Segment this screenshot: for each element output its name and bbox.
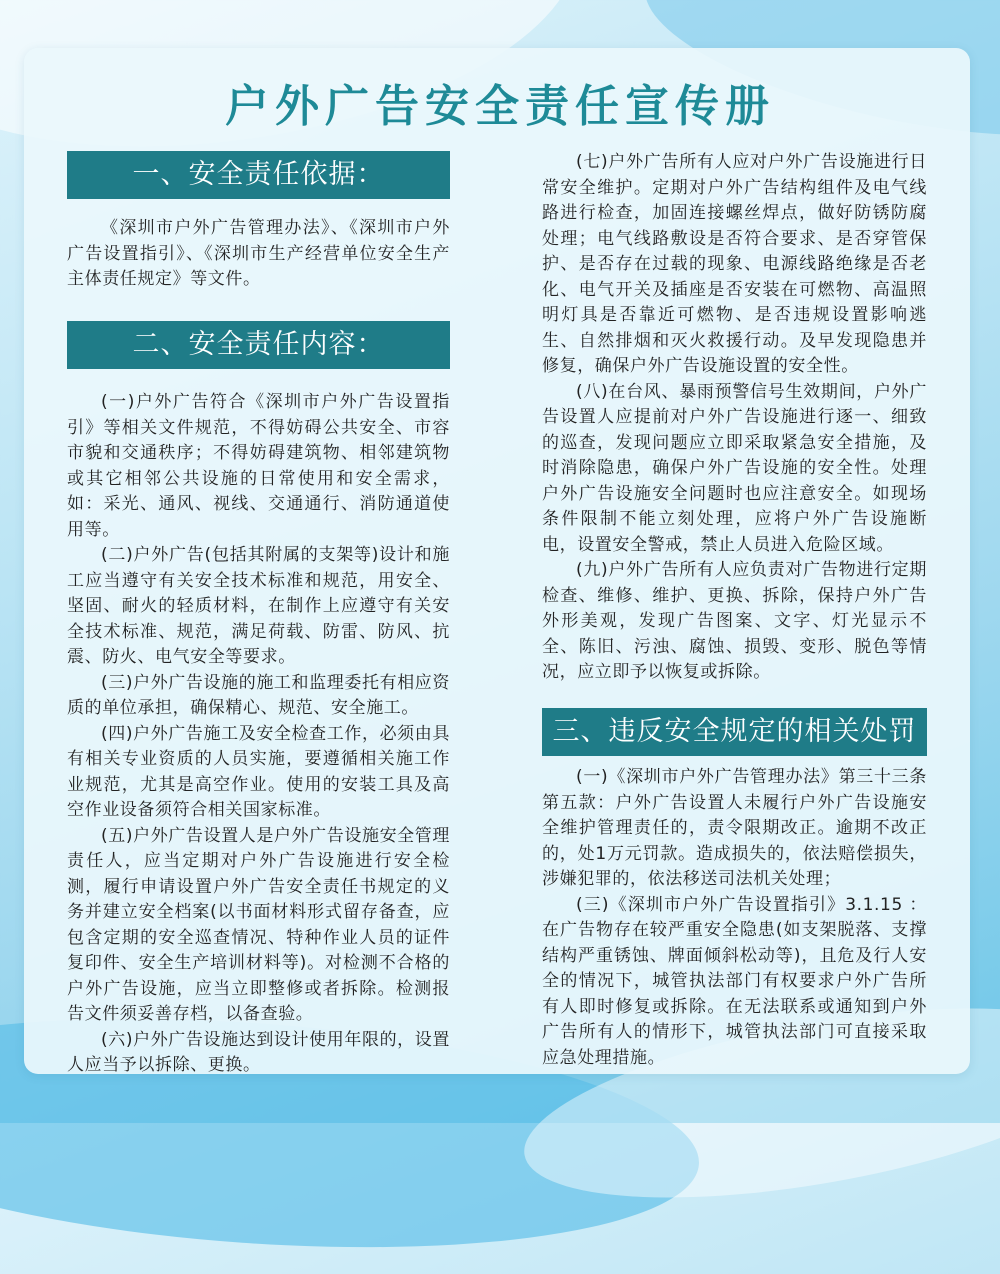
page-title: 户外广告安全责任宣传册	[225, 81, 775, 132]
list-item: (八)在台风、暴雨预警信号生效期间，户外广告设置人应提前对户外广告设施进行逐一、细致的巡查，发现问题应立即采取紧急安全措施，及时消除隐患，确保户外广告设施的安全性。处理户外广告设施安全问题时也应注意安全。如现场条件限制不能立刻处理，应将户外广告设施断电，设置安全警戒，禁止人员进入危险区域。	[542, 381, 927, 555]
list-item: (五)户外广告设置人是户外广告设施安全管理责任人，应当定期对户外广告设施进行安全检测，履行申请设置户外广告安全责任书规定的义务并建立安全档案(以书面材料形式留存备查，应包含定期的安全巡查情况、特种作业人员的证件复印件、安全生产培训材料等)。对检测不合格的户外广告设施，应当立即整修或者拆除。检测报告文件须妥善存档，以备查验。	[67, 825, 450, 1024]
section3-heading: 三、违反安全规定的相关处罚	[542, 708, 927, 756]
list-item: (一)《深圳市户外广告管理办法》第三十三条第五款：户外广告设置人未履行户外广告设施安全维护管理责任的，责令限期改正。逾期不改正的，处1万元罚款。造成损失的，依法赔偿损失，涉嫌犯罪的，依法移送司法机关处理；	[542, 767, 927, 889]
section2-list-left	[67, 390, 450, 1079]
list-item: (九)户外广告所有人应负责对广告物进行定期检查、维修、维护、更换、拆除，保持户外广告外形美观，发现广告图案、文字、灯光显示不全、陈旧、污浊、腐蚀、损毁、变形、脱色等情况，应立即予以恢复或拆除。	[542, 560, 927, 682]
section2-heading: 二、安全责任内容：	[67, 321, 450, 369]
list-item: (四)户外广告施工及安全检查工作，必须由具有相关专业资质的人员实施，要遵循相关施工作业规范，尤其是高空作业。使用的安装工具及高空作业设备须符合相关国家标准。	[67, 723, 450, 820]
section1-text: 《深圳市户外广告管理办法》、《深圳市户外广告设置指引》、《深圳市生产经营单位安全生产主体责任规定》等文件。	[67, 218, 450, 289]
list-item: (一)户外广告符合《深圳市户外广告设置指引》等相关文件规范，不得妨碍公共安全、市容市貌和交通秩序；不得妨碍建筑物、相邻建筑物或其它相邻公共设施的日常使用和安全需求，如：采光、通风、视线、交通通行、消防通道使用等。	[67, 392, 450, 540]
section1-heading: 一、安全责任依据：	[67, 151, 450, 199]
section2-list-right	[542, 150, 927, 686]
list-item: (七)户外广告所有人应对户外广告设施进行日常安全维护。定期对户外广告结构组件及电气线路进行检查，加固连接螺丝焊点，做好防锈防腐处理；电气线路敷设是否符合要求、是否穿管保护、是否存在过载的现象、电源线路绝缘是否老化、电气开关及插座是否安装在可燃物、高温照明灯具是否靠近可燃物、是否违规设置影响逃生、自然排烟和灭火救援行动。及早发现隐患并修复，确保户外广告设施设置的安全性。	[542, 152, 927, 376]
list-item: (六)户外广告设施达到设计使用年限的，设置人应当予以拆除、更换。	[67, 1029, 450, 1075]
section3-list	[542, 765, 927, 1071]
list-item: (三)户外广告设施的施工和监理委托有相应资质的单位承担，确保精心、规范、安全施工。	[67, 672, 450, 718]
list-item: (二)户外广告(包括其附属的支架等)设计和施工应当遵守有关安全技术标准和规范，用安全、坚固、耐火的轻质材料，在制作上应遵守有关安全技术标准、规范，满足荷载、防雷、防风、抗震、防火、电气安全等要求。	[67, 545, 450, 667]
list-item: (三)《深圳市户外广告设置指引》3.1.15 ：在广告物存在较严重安全隐患(如支架脱落、支撑结构严重锈蚀、牌面倾斜松动等)，且危及行人安全的情况下，城管执法部门有权要求户外广告所有人即时修复或拆除。在无法联系或通知到户外广告所有人的情形下，城管执法部门可直接采取应急处理措施。	[542, 894, 927, 1068]
